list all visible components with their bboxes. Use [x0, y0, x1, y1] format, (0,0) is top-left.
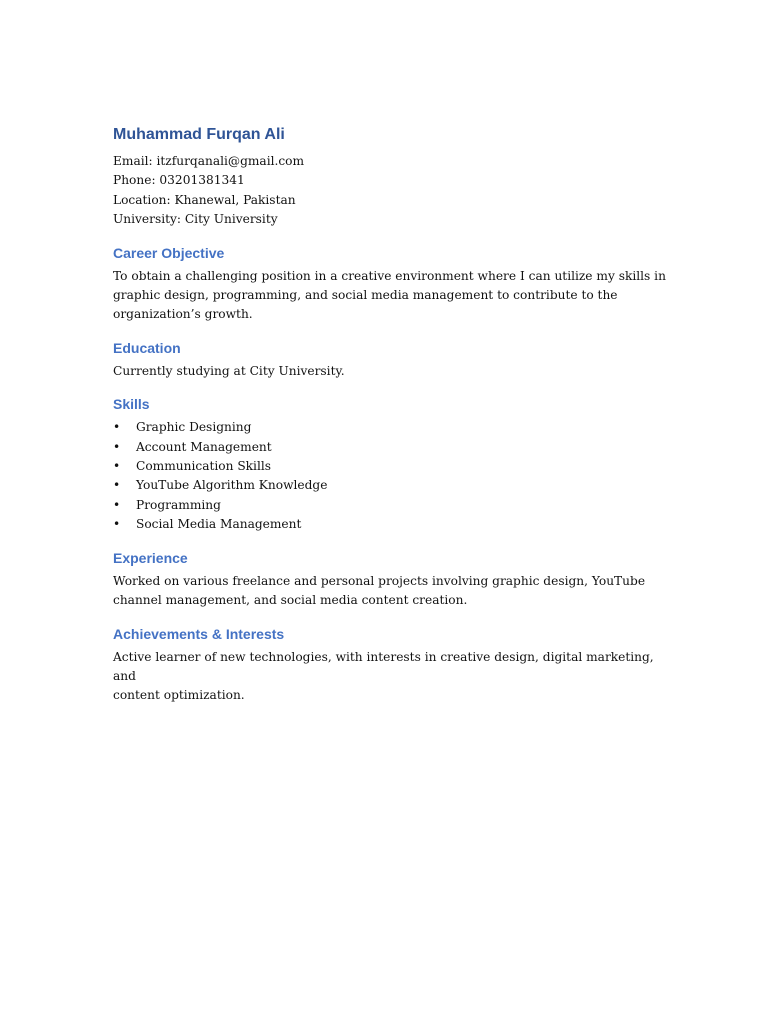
skill-item [113, 457, 673, 476]
career-objective-text [113, 267, 673, 325]
bullet-icon: • [113, 478, 121, 493]
skills-list [113, 418, 673, 534]
contact-phone: Phone: 03201381341 [113, 173, 245, 188]
skill-item [113, 515, 673, 534]
bullet-icon: • [113, 459, 121, 474]
section-skills [113, 394, 673, 534]
career-objective-line: organization’s growth. [113, 307, 253, 322]
heading-experience: Experience [113, 549, 188, 566]
contact-block [113, 152, 673, 230]
experience-line: channel management, and social media content creation. [113, 593, 468, 608]
skill-label: Account Management [136, 439, 272, 454]
experience-text [113, 572, 673, 611]
resume-name: Muhammad Furqan Ali [113, 126, 285, 143]
skill-item [113, 438, 673, 457]
resume-document [113, 124, 673, 706]
contact-location: Location: Khanewal, Pakistan [113, 192, 296, 207]
skill-label: YouTube Algorithm Knowledge [136, 478, 328, 493]
heading-education: Education [113, 339, 181, 356]
contact-email: Email: itzfurqanali@gmail.com [113, 154, 305, 168]
experience-line: Worked on various freelance and personal projects involving graphic design, YouTube [113, 573, 646, 588]
skill-label: Social Media Management [136, 517, 302, 532]
achievements-line: Active learner of new technologies, with interests in creative design, digital marketing, and [113, 649, 654, 683]
bullet-icon: • [113, 497, 121, 512]
bullet-icon: • [113, 517, 121, 532]
skill-label: Graphic Designing [136, 420, 252, 435]
bullet-icon: • [113, 439, 121, 454]
section-achievements [113, 624, 673, 706]
heading-achievements: Achievements & Interests [113, 625, 285, 642]
bullet-icon: • [113, 420, 121, 435]
career-objective-line: graphic design, programming, and social media management to contribute to the [113, 288, 618, 303]
achievements-text [113, 648, 673, 706]
skill-item [113, 418, 673, 437]
skill-label: Programming [136, 497, 221, 512]
section-experience [113, 548, 673, 611]
skill-item [113, 496, 673, 515]
career-objective-line: To obtain a challenging position in a creative environment where I can utilize my skills in [113, 268, 666, 283]
section-career-objective [113, 243, 673, 325]
skill-label: Communication Skills [136, 459, 272, 474]
section-education [113, 338, 673, 381]
heading-skills: Skills [113, 396, 150, 413]
education-text [113, 362, 673, 381]
achievements-line: content optimization. [113, 688, 245, 703]
contact-university: University: City University [113, 212, 278, 227]
heading-career-objective: Career Objective [113, 244, 225, 261]
education-line: Currently studying at City University. [113, 363, 345, 378]
skill-item [113, 476, 673, 495]
